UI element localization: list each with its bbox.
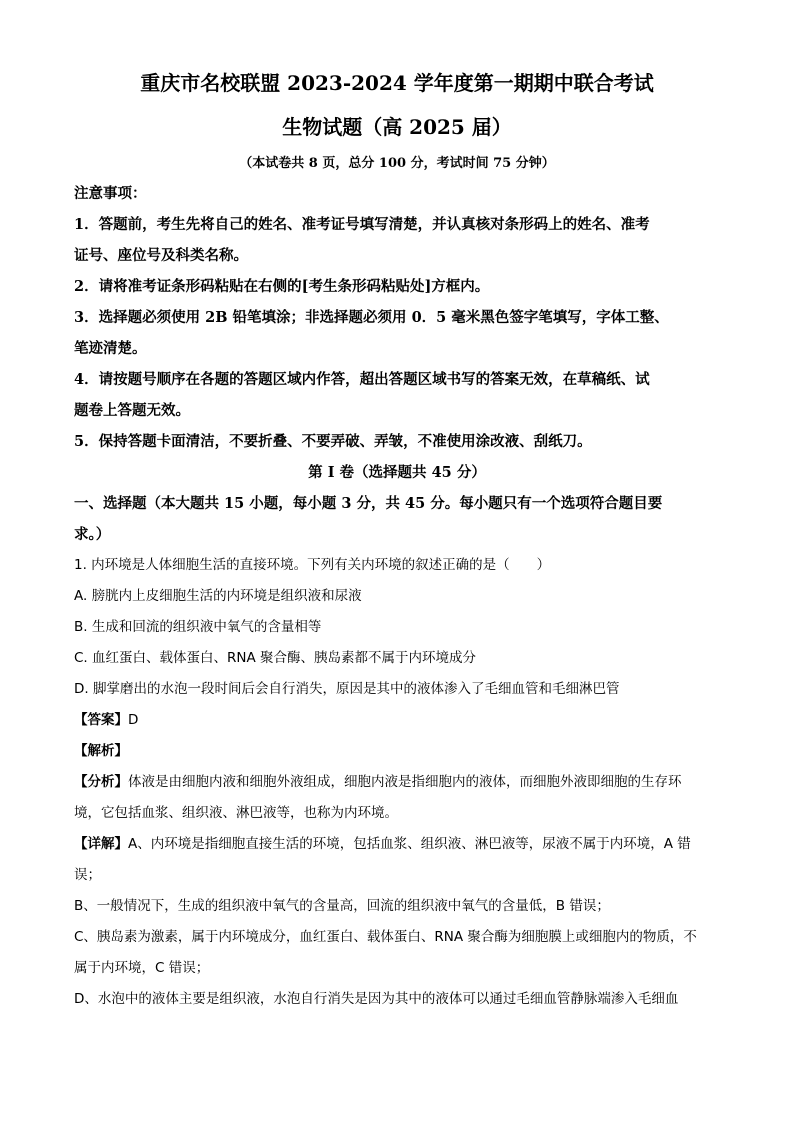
document-subject-title: 生物试题（高 2025 届） <box>282 115 512 139</box>
notice-line-1: 1．答题前，考生先将自己的姓名、准考证号填写清楚，并认真核对条形码上的姓名、准考 <box>74 216 650 233</box>
notice-line-7: 题卷上答题无效。 <box>74 402 190 419</box>
fenxi-text-1: 体液是由细胞内液和细胞外液组成，细胞内液是指细胞内的液体，而细胞外液即细胞的生存环 <box>128 774 682 790</box>
answer-value: D <box>128 712 139 728</box>
document-title: 重庆市名校联盟 2023-2024 学年度第一期期中联合考试 <box>140 71 654 95</box>
explain-c-line-1: C、胰岛素为激素，属于内环境成分，血红蛋白、载体蛋白、RNA 聚合酶为细胞膜上或细胞内的物质，不 <box>74 929 697 945</box>
exam-info: （本试卷共 8 页，总分 100 分，考试时间 75 分钟） <box>239 156 555 171</box>
explain-d: D、水泡中的液体主要是组织液，水泡自行消失是因为其中的液体可以通过毛细血管静脉端渗入毛细血 <box>74 991 679 1007</box>
xiangjie-line-1 <box>74 829 720 860</box>
section-instruction-line-2: 求。） <box>74 526 111 543</box>
notice-heading: 注意事项： <box>74 185 147 202</box>
answer-line <box>74 705 720 736</box>
fenxi-line-1 <box>74 767 720 798</box>
explain-c-line-2: 属于内环境，C 错误； <box>74 960 210 976</box>
notice-line-6: 4．请按题号顺序在各题的答题区域内作答，超出答题区域书写的答案无效，在草稿纸、试 <box>74 371 650 388</box>
notice-line-5: 笔迹清楚。 <box>74 340 147 357</box>
fenxi-line-2: 境，它包括血浆、组织液、淋巴液等，也称为内环境。 <box>74 805 398 821</box>
explain-b: B、一般情况下，生成的组织液中氧气的含量高，回流的组织液中氧气的含量低，B 错误； <box>74 898 610 914</box>
option-a: A. 膀胱内上皮细胞生活的内环境是组织液和尿液 <box>74 588 362 604</box>
notice-line-3: 2．请将准考证条形码粘贴在右侧的[考生条形码粘贴处]方框内。 <box>74 278 490 295</box>
fenxi-label: 【分析】 <box>74 774 128 790</box>
question-stem: 1. 内环境是人体细胞生活的直接环境。下列有关内环境的叙述正确的是（ ） <box>74 557 551 573</box>
analysis-heading <box>74 736 720 767</box>
option-c: C. 血红蛋白、载体蛋白、RNA 聚合酶、胰岛素都不属于内环境成分 <box>74 650 477 666</box>
notice-line-2: 证号、座位号及科类名称。 <box>74 247 248 264</box>
option-b: B. 生成和回流的组织液中氧气的含量相等 <box>74 619 322 635</box>
answer-label: 【答案】 <box>74 712 128 728</box>
section-instruction-line-1: 一、选择题（本大题共 15 小题，每小题 3 分，共 45 分。每小题只有一个选项符合题目要 <box>74 495 663 512</box>
notice-line-8: 5．保持答题卡面清洁，不要折叠、不要弄破、弄皱，不准使用涂改液、刮纸刀。 <box>74 433 592 450</box>
notice-line-4: 3．选择题必须使用 2B 铅笔填涂；非选择题必须用 0．5 毫米黑色签字笔填写，字体工整、 <box>74 309 669 326</box>
option-d: D. 脚掌磨出的水泡一段时间后会自行消失，原因是其中的液体渗入了毛细血管和毛细淋巴管 <box>74 681 620 697</box>
section-title: 第 I 卷（选择题共 45 分） <box>308 464 486 481</box>
xiangjie-line-2: 误； <box>74 867 101 883</box>
analysis-label: 【解析】 <box>74 743 128 759</box>
xiangjie-text-1: A、内环境是指细胞直接生活的环境，包括血浆、组织液、淋巴液等，尿液不属于内环境，A 错 <box>128 836 691 852</box>
xiangjie-label: 【详解】 <box>74 836 128 852</box>
